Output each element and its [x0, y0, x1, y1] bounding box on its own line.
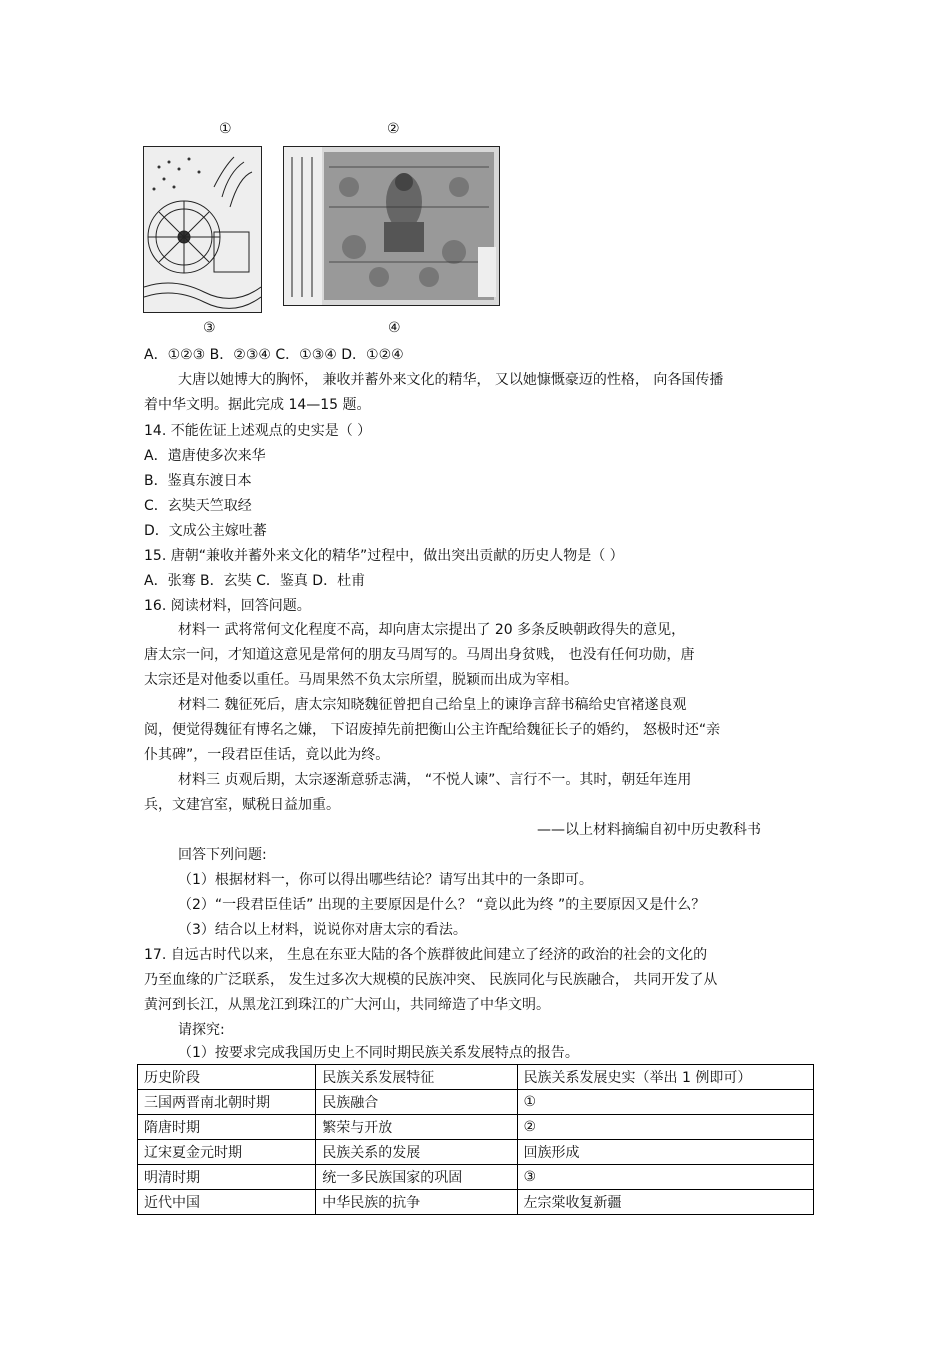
material-3-line-2: 兵，文建宫室，赋税日益加重。 [144, 797, 340, 813]
q14-stem: 14. 不能佐证上述观点的史实是（ ） [144, 423, 372, 439]
table-cell: 左宗棠收复新疆 [517, 1190, 813, 1215]
q17-sub-1: （1）按要求完成我国历史上不同时期民族关系发展特点的报告。 [178, 1045, 579, 1061]
table-row [138, 1165, 814, 1190]
material-2-line-3: 仆其碑”，一段君臣佳话，竟以此为终。 [144, 747, 390, 763]
q16-sub-3: （3）结合以上材料，说说你对唐太宗的看法。 [178, 922, 467, 938]
table-cell: ② [517, 1115, 813, 1140]
table-cell: ③ [517, 1165, 813, 1190]
material-source: ——以上材料摘编自初中历史教科书 [537, 822, 761, 838]
table-header: 民族关系发展特征 [316, 1065, 517, 1090]
table-cell: 繁荣与开放 [316, 1115, 517, 1140]
table-header: 民族关系发展史实（举出 1 例即可） [517, 1065, 813, 1090]
material-1-line-1: 材料一 武将常何文化程度不高，却向唐太宗提出了 20 多条反映朝政得失的意见， [178, 622, 686, 638]
figure-label-3: ③ [203, 320, 216, 336]
q17-line-2: 乃至血缘的广泛联系， 发生过多次大规模的民族冲突、 民族同化与民族融合， 共同开发了从 [144, 972, 718, 988]
q15-stem: 15. 唐朝“兼收并蓄外来文化的精华”过程中，做出突出贡献的历史人物是（ ） [144, 548, 624, 564]
table-row [138, 1190, 814, 1215]
q17-line-3: 黄河到长江，从黑龙江到珠江的广大河山，共同缔造了中华文明。 [144, 997, 550, 1013]
table-cell: 隋唐时期 [138, 1115, 316, 1140]
table-cell: 辽宋夏金元时期 [138, 1140, 316, 1165]
q14-option-a: A．遣唐使多次来华 [144, 448, 266, 464]
table-cell: 中华民族的抗争 [316, 1190, 517, 1215]
intro-line-1: 大唐以她博大的胸怀， 兼收并蓄外来文化的精华， 又以她慷慨豪迈的性格， 向各国传播 [178, 372, 724, 388]
waterwheel-illustration [143, 146, 262, 313]
q16-stem: 16. 阅读材料，回答问题。 [144, 598, 311, 614]
ethnic-relations-table [137, 1064, 814, 1215]
table-cell: 近代中国 [138, 1190, 316, 1215]
intro-line-2: 着中华文明。据此完成 14—15 题。 [144, 397, 371, 413]
woodblock-print-illustration [283, 146, 500, 306]
q16-sub-1: （1）根据材料一，你可以得出哪些结论？请写出其中的一条即可。 [178, 872, 593, 888]
figure-label-4: ④ [388, 320, 401, 336]
figure-label-2: ② [387, 121, 400, 137]
table-row [138, 1090, 814, 1115]
material-3-line-1: 材料三 贞观后期，太宗逐渐意骄志满， “不悦人谏”、言行不一。其时，朝廷年连用 [178, 772, 692, 788]
table-header-row [138, 1065, 814, 1090]
table-cell: 民族融合 [316, 1090, 517, 1115]
q14-option-c: C．玄奘天竺取经 [144, 498, 252, 514]
table-cell: 统一多民族国家的巩固 [316, 1165, 517, 1190]
table-cell: 民族关系的发展 [316, 1140, 517, 1165]
q15-options: A．张骞 B．玄奘 C．鉴真 D．杜甫 [144, 573, 366, 589]
table-row [138, 1140, 814, 1165]
material-2-line-2: 阅，便觉得魏征有博名之嫌， 下诏废掉先前把衡山公主许配给魏征长子的婚约， 怒极时还“亲 [144, 722, 721, 738]
q13-options: A．①②③ B．②③④ C．①③④ D．①②④ [144, 347, 404, 363]
material-1-line-3: 太宗还是对他委以重任。马周果然不负太宗所望，脱颖而出成为宰相。 [144, 672, 578, 688]
table-header: 历史阶段 [138, 1065, 316, 1090]
figure-label-1: ① [219, 121, 232, 137]
material-2-line-1: 材料二 魏征死后，唐太宗知晓魏征曾把自己给皇上的谏诤言辞书稿给史官褚遂良观 [178, 697, 687, 713]
table-row [138, 1115, 814, 1140]
table-cell: ① [517, 1090, 813, 1115]
q14-option-d: D．文成公主嫁吐蕃 [144, 523, 267, 539]
q17-line-1: 17. 自远古时代以来， 生息在东亚大陆的各个族群彼此间建立了经济的政治的社会的文化的 [144, 947, 708, 963]
table-cell: 明清时期 [138, 1165, 316, 1190]
q14-option-b: B．鉴真东渡日本 [144, 473, 252, 489]
answer-prompt: 回答下列问题: [178, 847, 267, 863]
table-cell: 回族形成 [517, 1140, 813, 1165]
material-1-line-2: 唐太宗一问，才知道这意见是常何的朋友马周写的。马周出身贫贱， 也没有任何功勋，唐 [144, 647, 695, 663]
q16-sub-2: （2）“一段君臣佳话” 出现的主要原因是什么？ “竟以此为终 ”的主要原因又是什么？ [178, 897, 706, 913]
explore-label: 请探究: [178, 1022, 225, 1038]
table-cell: 三国两晋南北朝时期 [138, 1090, 316, 1115]
